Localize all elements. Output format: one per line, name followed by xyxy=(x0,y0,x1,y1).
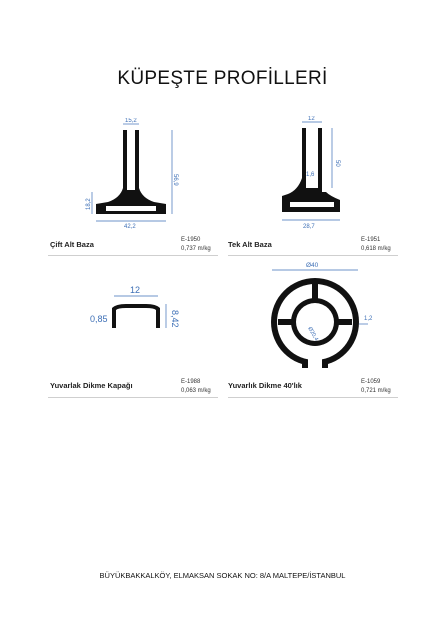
divider xyxy=(48,397,218,398)
dim-base: 42,2 xyxy=(124,224,136,230)
dim-inner: Ø20,4 xyxy=(306,326,319,342)
product-weight: 0,721 m/kg xyxy=(361,388,391,394)
product-code: E-1059 xyxy=(361,379,381,385)
code-cift-alt-baza xyxy=(181,236,211,254)
divider xyxy=(228,397,398,398)
product-weight: 0,618 m/kg xyxy=(361,246,391,252)
profile-cross-section xyxy=(112,304,160,328)
dim-base: 28,7 xyxy=(303,224,315,230)
product-weight: 0,737 m/kg xyxy=(181,246,211,252)
dim-height: 56,9 xyxy=(172,174,178,186)
profile-cross-section xyxy=(282,128,340,212)
dim-height: 50 xyxy=(334,160,340,167)
dim-height: 8,42 xyxy=(170,310,180,328)
profile-cross-section xyxy=(96,130,166,214)
code-yuvarlak-dikme-kapagi xyxy=(181,378,211,396)
page-title: KÜPEŞTE PROFİLLERİ xyxy=(117,68,328,89)
caption-yuvarlak-dikme-kapagi: Yuvarlak Dikme Kapağı xyxy=(50,381,133,390)
profile-drawing-yuvarlik-dikme-40lik xyxy=(258,256,378,372)
dim-thickness: 0,85 xyxy=(90,314,108,324)
page-footer-address: BÜYÜKBAKKALKÖY, ELMAKSAN SOKAK NO: 8/A MALTEPE/İSTANBUL xyxy=(99,571,346,580)
dim-outer: Ø40 xyxy=(306,262,319,269)
profile-drawing-yuvarlak-dikme-kapagi xyxy=(86,284,186,340)
product-weight: 0,063 m/kg xyxy=(181,388,211,394)
product-code: E-1951 xyxy=(361,237,381,243)
caption-cift-alt-baza: Çift Alt Baza xyxy=(50,240,94,249)
profile-drawing-cift-alt-baza xyxy=(80,118,200,230)
profile-drawing-tek-alt-baza xyxy=(270,116,370,232)
divider xyxy=(48,255,218,256)
dim-top: 15,2 xyxy=(125,118,137,124)
dim-left: 18,2 xyxy=(86,198,92,210)
dim-wall: 1,2 xyxy=(364,316,373,322)
dim-wall: 1,6 xyxy=(306,172,315,178)
dim-width: 12 xyxy=(130,285,141,295)
product-code: E-1950 xyxy=(181,237,201,243)
product-code: E-1988 xyxy=(181,379,201,385)
code-yuvarlik-dikme-40lik xyxy=(361,378,391,396)
caption-tek-alt-baza: Tek Alt Baza xyxy=(228,240,272,249)
code-tek-alt-baza xyxy=(361,236,391,254)
dim-top: 12 xyxy=(308,116,315,122)
caption-yuvarlik-dikme-40lik: Yuvarlık Dikme 40'lık xyxy=(228,381,302,390)
